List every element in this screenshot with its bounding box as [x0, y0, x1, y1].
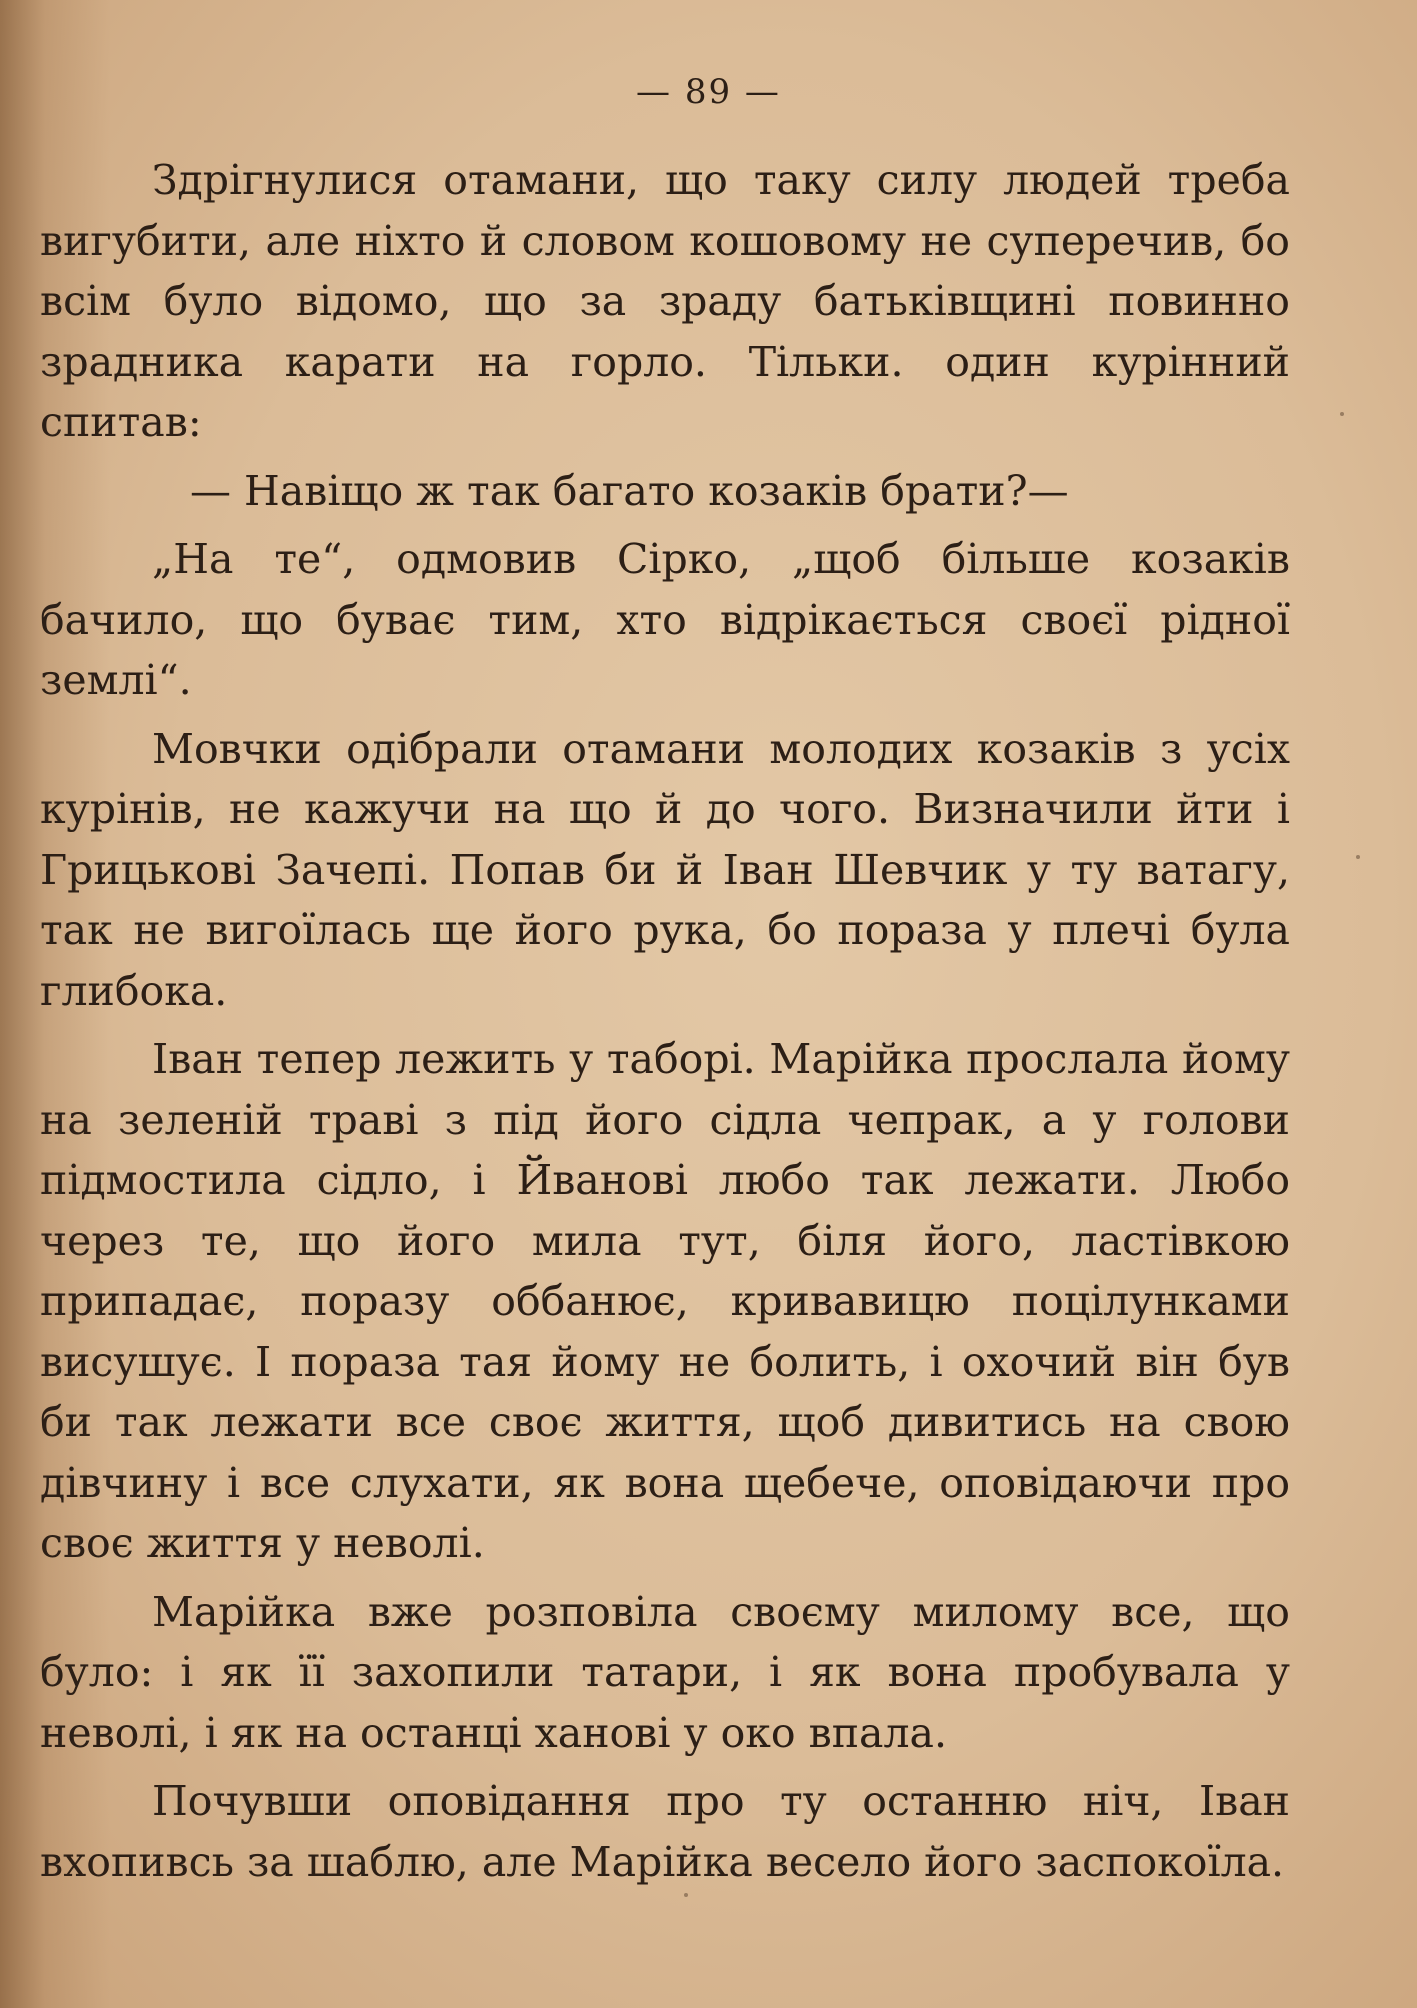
paper-speck [684, 1893, 688, 1897]
paper-speck [1340, 412, 1344, 416]
paragraph-7: Почувши оповідання про ту останню ніч, Іван вхопивсь за шаблю, але Марійка весело його заспокоїла. [40, 1777, 1290, 1886]
paragraph-2-question: — Навіщо ж так багато козаків брати?— [190, 466, 1069, 515]
paragraph-1: Здрігнулися отамани, що таку силу людей треба вигубити, але ніхто й словом кошовому не суперечив, бо всім було відомо, що за зраду батьківщині повинно зрадника карати на горло. Тільки. один курінний спитав: [40, 156, 1290, 446]
page-number: — 89 — [636, 72, 781, 112]
paragraph-5: Іван тепер лежить у таборі. Марійка прослала йому на зеленій траві з під його сідла чепрак, а у голови підмостила сідло, і Йванові любо так лежати. Любо через те, що його мила тут, біля його, ластівкою припадає, поразу оббанює, кривавицю поцілунками висушує. І пораза тая йому не болить, і охочий він був би так лежати все своє життя, щоб дивитись на свою дівчину і все слухати, як вона щебече, оповідаючи про своє життя у неволі. [40, 1035, 1290, 1567]
paper-speck [1356, 855, 1360, 859]
paragraph-6: Марійка вже розповіла своєму милому все, що було: і як її захопили татари, і як вона пробувала у неволі, і як на останці ханові у око впала. [40, 1587, 1290, 1757]
paragraph-4: Мовчки одібрали отамани молодих козаків з усіх курінів, не кажучи на що й до чого. Визначили йти і Грицькові Зачепі. Попав би й Іван Шевчик у ту ватагу, так не вигоїлась ще його рука, бо пораза у плечі була глибока. [40, 724, 1290, 1015]
page-text [40, 150, 1290, 1900]
paragraph-3-reply: „На те“, одмовив Сірко, „щоб більше козаків бачило, що буває тим, хто відрікається своєї рідної землі“. [40, 535, 1290, 704]
